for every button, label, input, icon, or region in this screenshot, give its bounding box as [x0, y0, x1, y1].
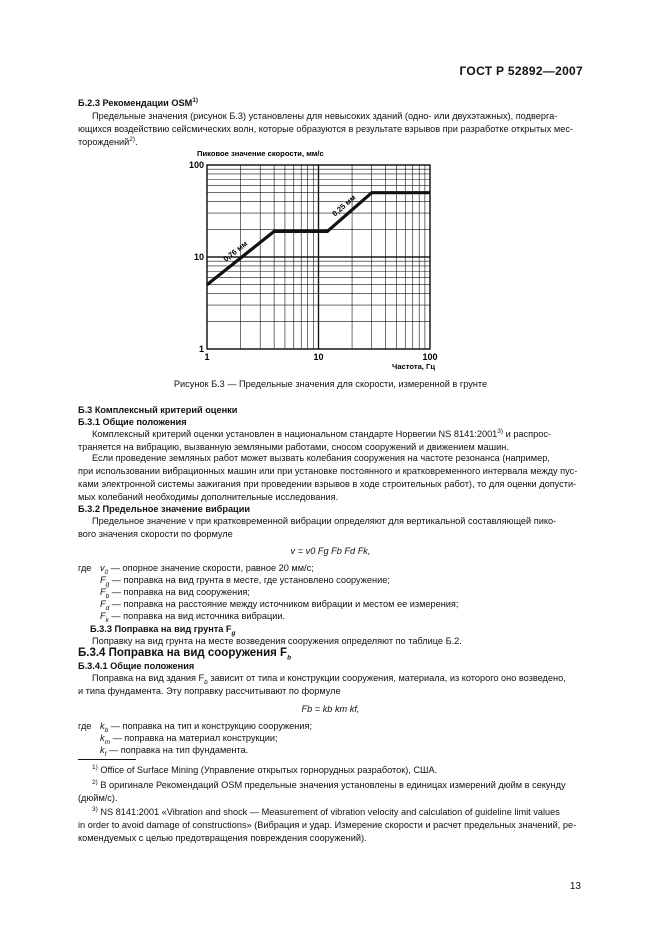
legend-row — [78, 610, 583, 622]
legend-symbol: F — [100, 587, 106, 597]
paragraph-b31-2 — [78, 452, 583, 504]
legend-description: — поправка на материал конструкции; — [110, 733, 278, 743]
text-line — [78, 672, 583, 685]
velocity-limit-chart — [180, 140, 470, 380]
chart-x-tick-label: 10 — [313, 352, 324, 362]
legend-symbol-subscript: k — [105, 616, 109, 624]
chart-x-tick-label: 100 — [422, 352, 438, 362]
legend-symbol: k — [100, 733, 105, 743]
footnote-3 — [78, 806, 583, 845]
chart-x-tick-label: 1 — [204, 352, 210, 362]
text-span: Комплексный критерий оценки установлен в национальном стандарте Норвегии NS 8141:2001 — [92, 429, 498, 439]
page-number: 13 — [569, 881, 581, 892]
text-line: Предельное значение v при кратковременной вибрации определяют для вертикальной составляющей пико- — [92, 516, 557, 526]
text-span: Поправка на вид здания F — [92, 673, 205, 683]
legend-row — [78, 720, 583, 732]
text-span: В оригинале Рекомендаций OSM предельные значения установлены в единицах измерений дюйм в секунду — [97, 780, 566, 790]
text-line: комендуемых с целью предотвращения повреждения сооружений). — [78, 833, 367, 843]
subscript-b: b — [204, 678, 208, 686]
legend-lead: где — [78, 721, 92, 731]
legend-symbol: k — [100, 721, 105, 731]
legend-symbol: F — [100, 599, 106, 609]
subsection-heading-b32: Б.3.2 Предельное значение вибрации — [78, 504, 250, 514]
chart-y-tick-label: 1 — [198, 344, 204, 354]
formula-2-legend — [78, 720, 583, 756]
footnote-ref-3[interactable]: 3) — [497, 427, 504, 435]
text-span: . — [135, 137, 138, 147]
footnote-mark-3: 3) — [92, 805, 98, 813]
text-line: (дюйм/с). — [78, 793, 118, 803]
text-line: Предельные значения (рисунок Б.3) установлены для невысоких зданий (одно- или двухэтажных), подверга- — [92, 111, 558, 121]
legend-symbol-subscript: 0 — [104, 568, 109, 576]
footnote-1-text: Office of Surface Mining (Управление открытых горнорудных разработок), США. — [97, 765, 438, 775]
legend-symbol-subscript: b — [104, 726, 109, 734]
chart-x-axis-label: Частота, Гц — [392, 362, 435, 371]
legend-row — [78, 598, 583, 610]
paragraph-b33: Поправку на вид грунта на месте возведения сооружения определяют по таблице Б.2. — [92, 636, 462, 646]
legend-symbol: F — [100, 611, 106, 621]
formula-building-correction: Fb = kb km kf, — [301, 704, 360, 714]
subsection-heading-b34-text: Б.3.4 Поправка на вид сооружения F — [78, 647, 288, 659]
chart-annotation-025mm: 0,25 мм — [330, 192, 358, 219]
legend-symbol-subscript: g — [105, 580, 110, 588]
footnote-2 — [78, 779, 583, 805]
legend-description: — опорное значение скорости, равное 20 мм/с; — [108, 563, 314, 573]
text-line — [78, 806, 583, 819]
subsection-heading-b33-text: Б.3.3 Поправка на вид грунта F — [90, 624, 232, 634]
footnote-ref-1[interactable]: 1) — [192, 96, 199, 104]
paragraph-b32 — [78, 515, 583, 541]
text-span: торождений — [78, 137, 130, 147]
footnote-separator — [78, 759, 136, 760]
subscript-b: b — [287, 654, 292, 662]
legend-description: — поправка на вид грунта в месте, где установлено сооружение; — [109, 575, 390, 585]
chart-y-tick-label: 100 — [188, 160, 204, 170]
legend-description: — поправка на тип фундамента. — [106, 745, 249, 755]
legend-symbol-subscript: b — [105, 592, 110, 600]
text-span: NS 8141:2001 «Vibration and shock — Measurement of vibration velocity and calculation of guideline limit values — [97, 807, 560, 817]
legend-description: — поправка на вид сооружения; — [109, 587, 250, 597]
paragraph-b341 — [78, 672, 583, 698]
subsection-heading-b31: Б.3.1 Общие положения — [78, 417, 187, 427]
legend-symbol: k — [100, 745, 105, 755]
legend-description: — поправка на вид источника вибрации. — [108, 611, 286, 621]
section-heading-b23-text: Б.2.3 Рекомендации OSM — [78, 98, 193, 108]
chart-y-tick-label: 10 — [193, 252, 204, 262]
footnote-1 — [78, 764, 583, 777]
legend-symbol-subscript: d — [105, 604, 110, 612]
legend-row — [78, 574, 583, 586]
section-heading-b23 — [78, 97, 198, 110]
subsection-heading-b34 — [78, 647, 291, 660]
legend-lead: где — [78, 563, 92, 573]
text-line: мых колебаний необходимы дополнительные исследования. — [78, 492, 339, 502]
legend-symbol-subscript: f — [104, 750, 107, 758]
footnote-ref-2[interactable]: 2) — [129, 135, 136, 143]
text-line: Если проведение земляных работ может вызвать колебания сооружения на частоте резонанса (например, — [92, 453, 550, 463]
footnote-mark-1: 1) — [92, 763, 98, 771]
chart-y-axis-label: Пиковое значение скорости, мм/с — [197, 149, 324, 158]
section-heading-b3: Б.3 Комплексный критерий оценки — [78, 405, 238, 415]
legend-row — [78, 586, 583, 598]
footnote-mark-2: 2) — [92, 778, 98, 786]
text-line: вого значения скорости по формуле — [78, 529, 233, 539]
text-line: и типа фундамента. Эту поправку рассчитывают по формуле — [78, 686, 341, 696]
text-line: ками электронной системы зажигания при проведении взрывов в ходе строительных работ), то для оценки допусти- — [78, 479, 577, 489]
legend-description: — поправка на расстояние между источником вибрации и местом ее измерения; — [109, 599, 459, 609]
legend-description: — поправка на тип и конструкцию сооружения; — [108, 721, 313, 731]
paragraph-b31-1 — [78, 428, 583, 454]
legend-symbol: v — [100, 563, 105, 573]
legend-row — [78, 562, 583, 574]
text-span: и распрос- — [503, 429, 551, 439]
figure-caption: Рисунок Б.3 — Предельные значения для скорости, измеренной в грунте — [173, 379, 488, 389]
chart-annotation-076mm: 0,76 мм — [221, 239, 250, 264]
subsection-heading-b341: Б.3.4.1 Общие положения — [78, 661, 195, 671]
formula-1-legend — [78, 562, 583, 622]
legend-symbol-subscript: m — [104, 738, 111, 746]
text-line: ющихся воздействию сейсмических волн, которые образуются в результате взрывов при разработке открытых мес- — [78, 124, 574, 134]
text-span: зависит от типа и конструкции сооружения, материала, из которого оно возведено, — [207, 673, 566, 683]
subscript-g: g — [231, 629, 236, 637]
legend-symbol: F — [100, 575, 106, 585]
formula-velocity-limit: v = v0 Fg Fb Fd Fk, — [290, 546, 371, 556]
text-line: in order to avoid damage of constructions» (Вибрация и удар. Измерение скорости и расчет предельных значений, ре- — [78, 820, 577, 830]
legend-row — [78, 732, 583, 744]
text-line — [78, 779, 583, 792]
text-line: при использовании вибрационных машин или при установке постоянного и кратковременного интервала между пус- — [78, 466, 578, 476]
text-line: траняется на вибрацию, вызванную земляными работами, сносом сооружений и движением машин. — [78, 442, 509, 452]
legend-row — [78, 744, 583, 756]
text-line — [78, 428, 583, 441]
document-code: ГОСТ Р 52892—2007 — [459, 64, 583, 78]
